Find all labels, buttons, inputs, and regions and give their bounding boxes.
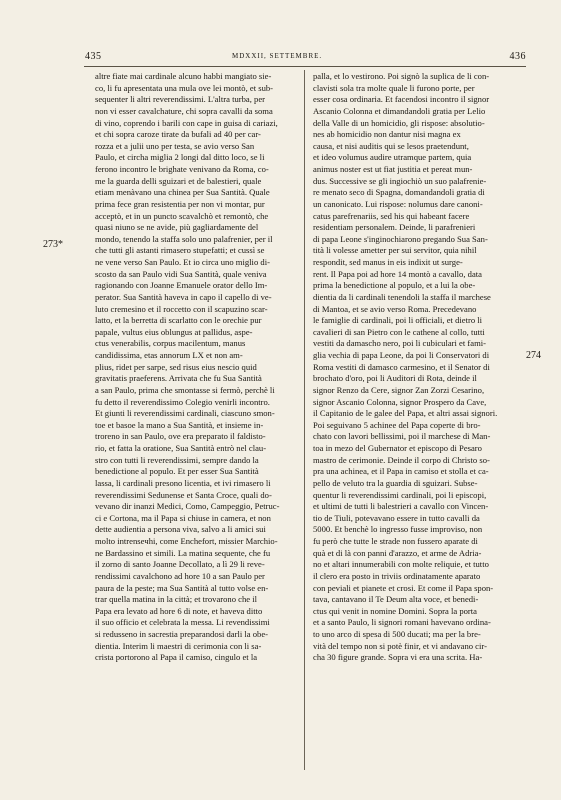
text-line: prima la benedictione al populo, et a lui la obe- (313, 280, 476, 291)
text-line: dientia da li cardinali tenendoli la staffa il marchese (313, 291, 491, 302)
text-line: di vino, coprendo i barili con cape in guisa di cariazi, (95, 117, 278, 128)
text-line: vità del tempo non si potè finir, et vi andavano cir- (313, 640, 487, 651)
text-line: il zorno di santo Joanne Decollato, a lì 29 li reve- (95, 559, 265, 570)
text-line: chato con lavori bellissimi, poi il marchese di Man- (313, 431, 491, 442)
text-line: papale, vultus eius oblungus at pallidus, aspe- (95, 326, 253, 337)
text-line: Poi seguivano 5 achinee del Papa coperte di bro- (313, 419, 481, 430)
text-line: ne vene verso San Paulo. Et io circa uno miglio di- (95, 257, 270, 267)
text-line: si redusseno in sacrestia preparandosi darli la obe- (95, 629, 269, 639)
text-line: mondo, tenendo la staffa solo uno palafrenier, per il (95, 233, 273, 244)
text-line: vevano dir inanzi Medici, Como, Campeggio, Petruc- (95, 501, 280, 512)
text-line: clavisti sola tra molte quale li furono porte, per (313, 82, 475, 93)
text-line: benedictione al populo. Et per esser Sua Santità (95, 466, 259, 477)
text-line: nes ab homicidio non dantur nisi magna ex (313, 129, 461, 140)
text-line: et a santo Paulo, li signori romani havevano ordina- (313, 617, 491, 628)
text-line: brochato d'oro, poi li Auditori di Rota, deinde il (313, 373, 477, 384)
left-column (95, 71, 298, 664)
text-line: signor Ascanio Colonna, signor Prospero da Cave, (313, 396, 487, 407)
text-line: residentiam personalem. Deinde, li parafrenieri (313, 222, 476, 233)
text-line: acceptò, et in un puncto scavalchò et remontò, che (95, 210, 269, 221)
text-line: Et giunti li reverendissimi cardinali, ciascuno smon- (95, 408, 275, 419)
text-line: un canonicato. Lui rispose: nolumus dare canoni- (313, 198, 483, 209)
text-line: trar quella matina in la città; et trovarono che il (95, 594, 258, 605)
text-line: molto intrenseчhi, come Enchefort, missier Marchio- (95, 536, 278, 546)
text-line: et chi sopra caroze tirate da bufali ad 40 per car- (95, 129, 261, 140)
text-line: il suo officio et celebrata la messa. Li revendissimi (95, 617, 270, 628)
text-line: et ideo volumus audire utramque partem, quia (313, 152, 472, 163)
text-line: tava, cantavano il Te Deum alta voce, et benedi- (313, 594, 479, 605)
text-line: con peviali et pianete et crosi. Et come il Papa spon- (313, 582, 494, 593)
right-column (313, 71, 526, 664)
text-line: quasi niuno se ne avide, più gagliardamente del (95, 222, 259, 233)
text-line: co, li fu apresentata una mula ove lei montò, et sub- (95, 82, 274, 93)
text-line: esser cosa ordinaria. Et facendosi incontro il signor (313, 94, 490, 105)
text-line: dientia. Interim li maestri di cerimonia con li sa- (95, 640, 262, 651)
text-line: ne Bardassino et simili. La matina sequente, che fu (95, 547, 271, 558)
text-line: cavalieri di san Pietro con le cathene al collo, tutti (313, 326, 485, 337)
text-line: cha 30 figure grande. Sopra vi era una scrita. Ha- (313, 652, 483, 663)
text-line: mastro de cerimonie. Deinde il corpo di Christo so- (313, 454, 490, 465)
text-line: Ascanio Colonna et dimandandoli gratia per Lelio (313, 105, 486, 116)
text-line: ci e Cortona, ma il Papa si chiuse in camera, et non (95, 512, 271, 523)
text-line: 5000. Et benchè lo ingresso fusse improviso, non (313, 524, 483, 535)
page-number-left: 435 (85, 51, 102, 62)
text-line: fu però che tutte le strade non fussero aparate di (313, 536, 478, 546)
page-number-right: 436 (509, 51, 526, 62)
text-line: respondit, sed manus in eis indixit ut surge- (313, 257, 463, 267)
running-title: MDXXII, SETTEMBRE. (232, 52, 323, 60)
text-line: tità li volesse ametter per sui servitor, quia nihil (313, 245, 477, 256)
text-line: ctus venerabilis, corpus macilentum, manus (95, 338, 246, 349)
text-line: dette audientia a persona viva, salvo a li amici sui (95, 524, 266, 535)
text-line: sequenter li altri reverendissimi. L'altra turba, per (95, 94, 266, 105)
text-line: che tutti gli astanti rimasero stupefatti; et cussì se (95, 245, 265, 256)
text-line: il Capitanio de le galee del Papa, et altri assai signori. (313, 408, 498, 419)
text-line: catus parefrenariis, sed his qui habeant facere (313, 210, 470, 221)
text-line: di Mantoa, et se avio verso Roma. Precedevano (313, 303, 477, 314)
text-line: re menato seco di Spagna, domandandoli gratia di (313, 187, 485, 198)
text-line: paura de la peste; ma Sua Santità al tutto volse en- (95, 582, 269, 593)
text-line: animus noster est ut fiat justitia et pereat mun- (313, 164, 473, 174)
text-line: glia vechia di papa Leone, da poi li Conservatori di (313, 350, 490, 360)
text-line: rendissimi cavalchono ad hore 10 a san Paulo per (95, 570, 265, 581)
text-line: crista portorono al Papa il camiso, cingulo et la (95, 652, 258, 663)
text-line: quentur li reverendissimi cardinali, poi li episcopi, (313, 489, 487, 500)
text-line: me la guarda delli sguizari et de balestieri, quale (95, 175, 262, 186)
text-line: ctus qui venit in nomine Domini. Sopra la porta (313, 605, 477, 616)
text-line: toe et basoe la mano a Sua Santità, et insieme in- (95, 419, 264, 430)
text-line: palla, et lo vestirono. Poi signò la suplica de li con- (313, 71, 490, 81)
text-line: le famiglie di cardinali, poi li officiali, et dietro li (313, 315, 483, 326)
text-line: luto cremesino et il roccetto con il scapuzino scar- (95, 303, 268, 314)
text-line: causa, et nisi auditis qui se lesos praetendunt, (313, 140, 469, 151)
text-line: altre fiate mai cardinale alcuno habbi mangiato sie- (95, 71, 272, 81)
text-line: lassa, li cardinali presono licentia, et ivi rimasero li (95, 477, 271, 488)
text-line: quà et di là con panni d'arazzo, et arme de Adria- (313, 547, 482, 558)
text-line: pello de veluto tra la guardia di sguizari. Subse- (313, 477, 478, 488)
margin-note-right: 274 (526, 350, 541, 361)
text-line: prima fece gran resistentia per non vi montar, pur (95, 198, 265, 209)
text-line: pra una achinea, et il Papa in camiso et stolla et ca- (313, 466, 489, 477)
text-line: della Valle di un homicidio, gli rispose: absolutio- (313, 117, 485, 128)
text-line: il clero era posto in triviis ordinatamente aparato (313, 570, 481, 581)
text-line: candidissima, etas annorum LX et non am- (95, 350, 243, 360)
text-line: vestiti da damascho nero, poi li cubiculari et fami- (313, 338, 487, 349)
text-line: rozza et a julii uno per testa, se avio verso San (95, 140, 255, 151)
text-line: toa in mezo del Gubernator et episcopo di Pesaro (313, 443, 482, 453)
page-header (0, 51, 561, 63)
text-line: a san Paulo, prima che smontasse si fermò, perchè li (95, 384, 275, 395)
text-line: scosto da san Paulo vidi Sua Santità, quale veniva (95, 268, 267, 279)
text-line: rent. Il Papa poi ad hore 14 montò a cavallo, data (313, 268, 482, 279)
text-line: etiam menàvano una chinea per Sua Santità. Quale (95, 187, 270, 198)
text-line: no et altari innumerabili con molte reliquie, et tutto (313, 559, 489, 570)
text-line: stro con tutti li reverendissimi, sempre dando la (95, 454, 259, 465)
text-line: ferono incontro le brighate venivano da Roma, co- (95, 164, 269, 174)
column-divider (304, 70, 305, 770)
text-line: troreno in san Paulo, ove era preparato il faldisto- (95, 431, 266, 442)
text-line: Papa era levato ad hore 6 di note, et haveva ditto (95, 605, 263, 616)
text-line: Roma vestiti di damasco carmesino, et il Senator di (313, 361, 490, 372)
text-line: to uno arco di spesa di 500 ducati; ma per la bre- (313, 629, 481, 639)
text-line: et ultimi de tutti li balestrieri a cavallo con Vincen- (313, 501, 489, 512)
text-line: di papa Leone s'inginochiarono pregando Sua San- (313, 233, 488, 244)
text-line: gravitatis praeferens. Arrivata che fu Sua Santità (95, 373, 262, 384)
text-line: rio, et fatta la oratione, Sua Santità entrò nel clau- (95, 443, 267, 453)
margin-note-left: 273* (43, 239, 63, 250)
text-line: reverendissimi Sedunense et Santa Croce, quali do- (95, 489, 272, 500)
header-rule (84, 66, 526, 67)
text-line: Paulo, et circha miglia 2 longi dal ditto loco, se li (95, 152, 265, 163)
text-line: tio de Tiuli, potevavano essere in tutto cavalli da (313, 512, 480, 523)
text-line: fu detto il reverendissimo Colegio venirli incontro. (95, 396, 270, 407)
text-line: latto, et la berretta di scarlatto con le orechie pur (95, 315, 262, 326)
text-line: dus. Successive se gli ingiochiò un suo palafrenie- (313, 175, 487, 186)
text-line: signor Renzo da Cere, signor Zan Zorzi Cesarino, (313, 384, 485, 395)
text-line: plius, ridet per sarpe, sed risus eius nescio quid (95, 361, 257, 372)
text-line: perator. Sua Santità haveva in capo il capello di ve- (95, 291, 272, 302)
text-line: non vi esser cavalchature, chi sopra cavalli da soma (95, 105, 273, 116)
text-line: ragionando con Joanne Emanuele orator dello Im- (95, 280, 268, 291)
